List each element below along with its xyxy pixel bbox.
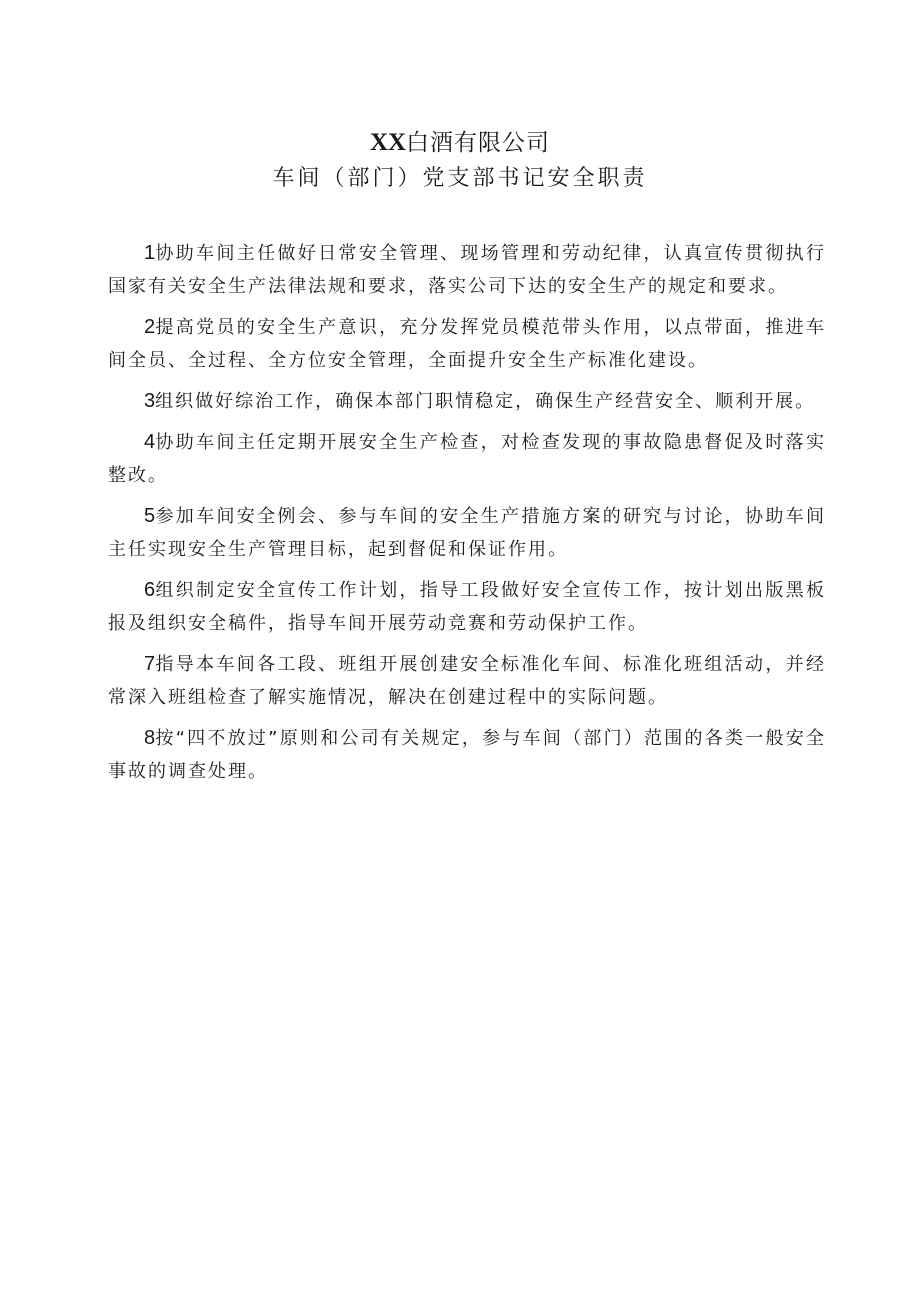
title-company: 白酒有限公司 [406, 130, 551, 156]
document-subtitle: 车间（部门）党支部书记安全职责 [272, 166, 648, 191]
duty-item-7 [108, 648, 826, 714]
item-number: 2 [144, 316, 156, 338]
title-block [0, 126, 920, 196]
item-number: 1 [144, 242, 156, 264]
item-text: 按“四不放过”原则和公司有关规定，参与车间（部门）范围的各类一般安全事故的调查处理。 [108, 728, 826, 782]
title-prefix: XX [369, 129, 407, 156]
item-text: 提高党员的安全生产意识，充分发挥党员模范带头作用，以点带面，推进车间全员、全过程、全方位安全管理，全面提升安全生产标准化建设。 [108, 317, 826, 371]
duty-item-2 [108, 311, 826, 377]
item-text: 协助车间主任定期开展安全生产检查，对检查发现的事故隐患督促及时落实整改。 [108, 432, 826, 486]
document-body [108, 237, 826, 796]
item-text: 协助车间主任做好日常安全管理、现场管理和劳动纪律，认真宣传贯彻执行国家有关安全生产法律法规和要求，落实公司下达的安全生产的规定和要求。 [108, 243, 826, 297]
item-number: 8 [144, 727, 156, 749]
item-number: 7 [144, 653, 156, 675]
item-text: 组织制定安全宣传工作计划，指导工段做好安全宣传工作，按计划出版黑板报及组织安全稿件，指导车间开展劳动竞赛和劳动保护工作。 [108, 580, 826, 634]
item-number: 5 [144, 505, 156, 527]
duty-item-3 [108, 385, 826, 418]
item-text: 组织做好综治工作，确保本部门职情稳定，确保生产经营安全、顺利开展。 [155, 391, 816, 412]
item-number: 4 [144, 431, 156, 453]
item-text: 参加车间安全例会、参与车间的安全生产措施方案的研究与讨论，协助车间主任实现安全生产管理目标，起到督促和保证作用。 [108, 506, 826, 560]
document-title [0, 126, 920, 160]
duty-item-1 [108, 237, 826, 303]
item-text: 指导本车间各工段、班组开展创建安全标准化车间、标准化班组活动，并经常深入班组检查了解实施情况，解决在创建过程中的实际问题。 [108, 654, 826, 708]
duty-item-8 [108, 722, 826, 788]
duty-item-6 [108, 574, 826, 640]
duty-item-4 [108, 426, 826, 492]
item-number: 3 [144, 390, 156, 412]
duty-item-5 [108, 500, 826, 566]
item-number: 6 [144, 579, 156, 601]
